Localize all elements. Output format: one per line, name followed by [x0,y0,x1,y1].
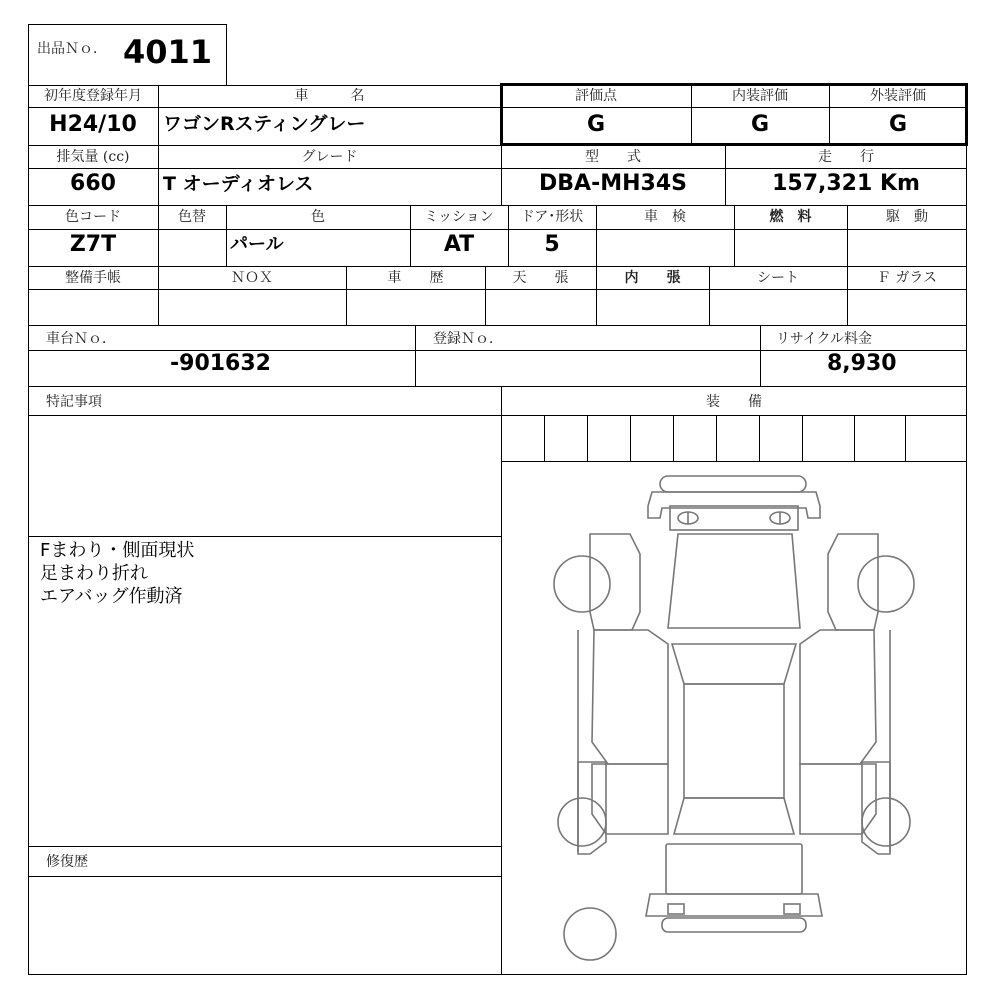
equipment-label: 装 備 [706,394,762,410]
color-code-label: 色コード [65,209,121,225]
row-line [28,229,967,230]
displacement-value: 660 [70,171,116,196]
interior-score-label: 内装評価 [732,88,788,104]
equipment-cell-line [630,415,631,461]
color-value: パール [230,234,284,255]
interior-trim-label: 内 張 [624,270,681,286]
inspection-label: 車 検 [644,209,686,225]
front-fender-right [828,534,878,630]
car-name-value: ワゴンRスティングレー [163,113,366,135]
row-line [28,266,967,267]
first-reg-value: H24/10 [49,112,137,137]
row-line [28,325,967,326]
equipment-cell-line [905,415,906,461]
row-line [28,205,967,206]
displacement-label: 排気量 (cc) [56,149,130,165]
row-line [28,168,967,169]
wheel-rear-left [558,798,606,846]
row-line [28,415,967,416]
hood [668,534,800,628]
seat-label: シート [757,270,799,286]
score-value: G [586,112,606,137]
car-damage-diagram [502,462,966,974]
recycle-value: 8,930 [827,351,897,376]
color-code-value: Z7T [69,232,117,257]
front-bumper-lower [648,492,820,518]
score-label: 評価点 [575,88,617,104]
remarks-line [28,876,501,877]
mileage-label: 走 行 [818,149,874,165]
windshield [672,644,796,684]
rear-lamp-right [784,904,800,914]
lot-number-label: 出品Ｎｏ． [37,41,107,57]
mission-value: AT [443,232,475,257]
wheel-rear-right [862,798,910,846]
door-value: 5 [544,232,560,257]
chassis-value: -901632 [170,351,271,376]
remarks-line [28,536,501,537]
drive-label: 駆 動 [886,209,928,225]
equipment-cell-line [587,415,588,461]
wheel-front-right [858,556,914,612]
rear-door-left [592,764,668,834]
col-line [158,85,159,205]
rear-bumper [646,894,822,916]
front-door-left [592,630,668,764]
front-door-right [800,630,876,764]
grade-value: T オーディオレス [163,173,314,195]
equipment-cell-line [854,415,855,461]
model-value: DBA-MH34S [539,171,687,196]
rear-window [674,798,794,834]
model-label: 型 式 [585,149,641,165]
equipment-cell-line [759,415,760,461]
front-bumper [660,476,806,492]
equipment-cell-line [544,415,545,461]
equipment-cell-line [716,415,717,461]
grille [670,506,798,530]
fglass-label: Ｆ ガラス [876,270,938,286]
first-reg-label: 初年度登録年月 [44,88,142,104]
remark-line: エアバッグ作動済 [40,586,183,607]
car-name-label: 車 名 [294,88,365,104]
equipment-cell-line [802,415,803,461]
equipment-cell-line [673,415,674,461]
chassis-label: 車台Ｎｏ． [46,331,116,347]
repair-history-label: 修復歴 [46,854,88,870]
grade-label: グレード [301,149,358,165]
row-line [28,386,967,387]
row-line [28,145,967,146]
exterior-score-value: G [888,112,908,137]
interior-score-value: G [750,112,770,137]
exterior-score-label: 外装評価 [870,88,926,104]
nox-label: ＮＯＸ [231,270,273,286]
history-label: 車 歴 [387,270,444,286]
color-label: 色 [311,209,325,225]
rear-door-right [800,764,876,834]
remarks-line [28,846,501,847]
mission-label: ミッション [424,209,494,225]
maintenance-label: 整備手帳 [65,270,121,286]
remark-line: 足まわり折れ [40,563,148,584]
front-fender-left [590,534,640,630]
remark-line: Fまわり・側面現状 [40,540,195,561]
fuel-label: 燃 料 [769,209,812,225]
roof [684,684,784,798]
wheel-front-left [554,556,610,612]
roof-label: 天 張 [512,270,569,286]
col-line [760,325,761,386]
lot-number-value: 4011 [123,33,213,71]
recycle-label: リサイクル料金 [776,331,873,347]
col-line [415,325,416,386]
tailgate [666,844,802,894]
reg-no-label: 登録Ｎｏ． [433,331,503,347]
remarks-label: 特記事項 [46,394,102,410]
rear-lamp-left [668,904,684,914]
row-line [28,289,967,290]
spare-tire [564,908,616,960]
door-label: ドア･形状 [520,209,584,225]
rear-bumper-lower [662,918,806,932]
color-change-label: 色替 [178,209,206,225]
row-line [28,107,967,108]
mileage-value: 157,321 Km [772,171,920,196]
